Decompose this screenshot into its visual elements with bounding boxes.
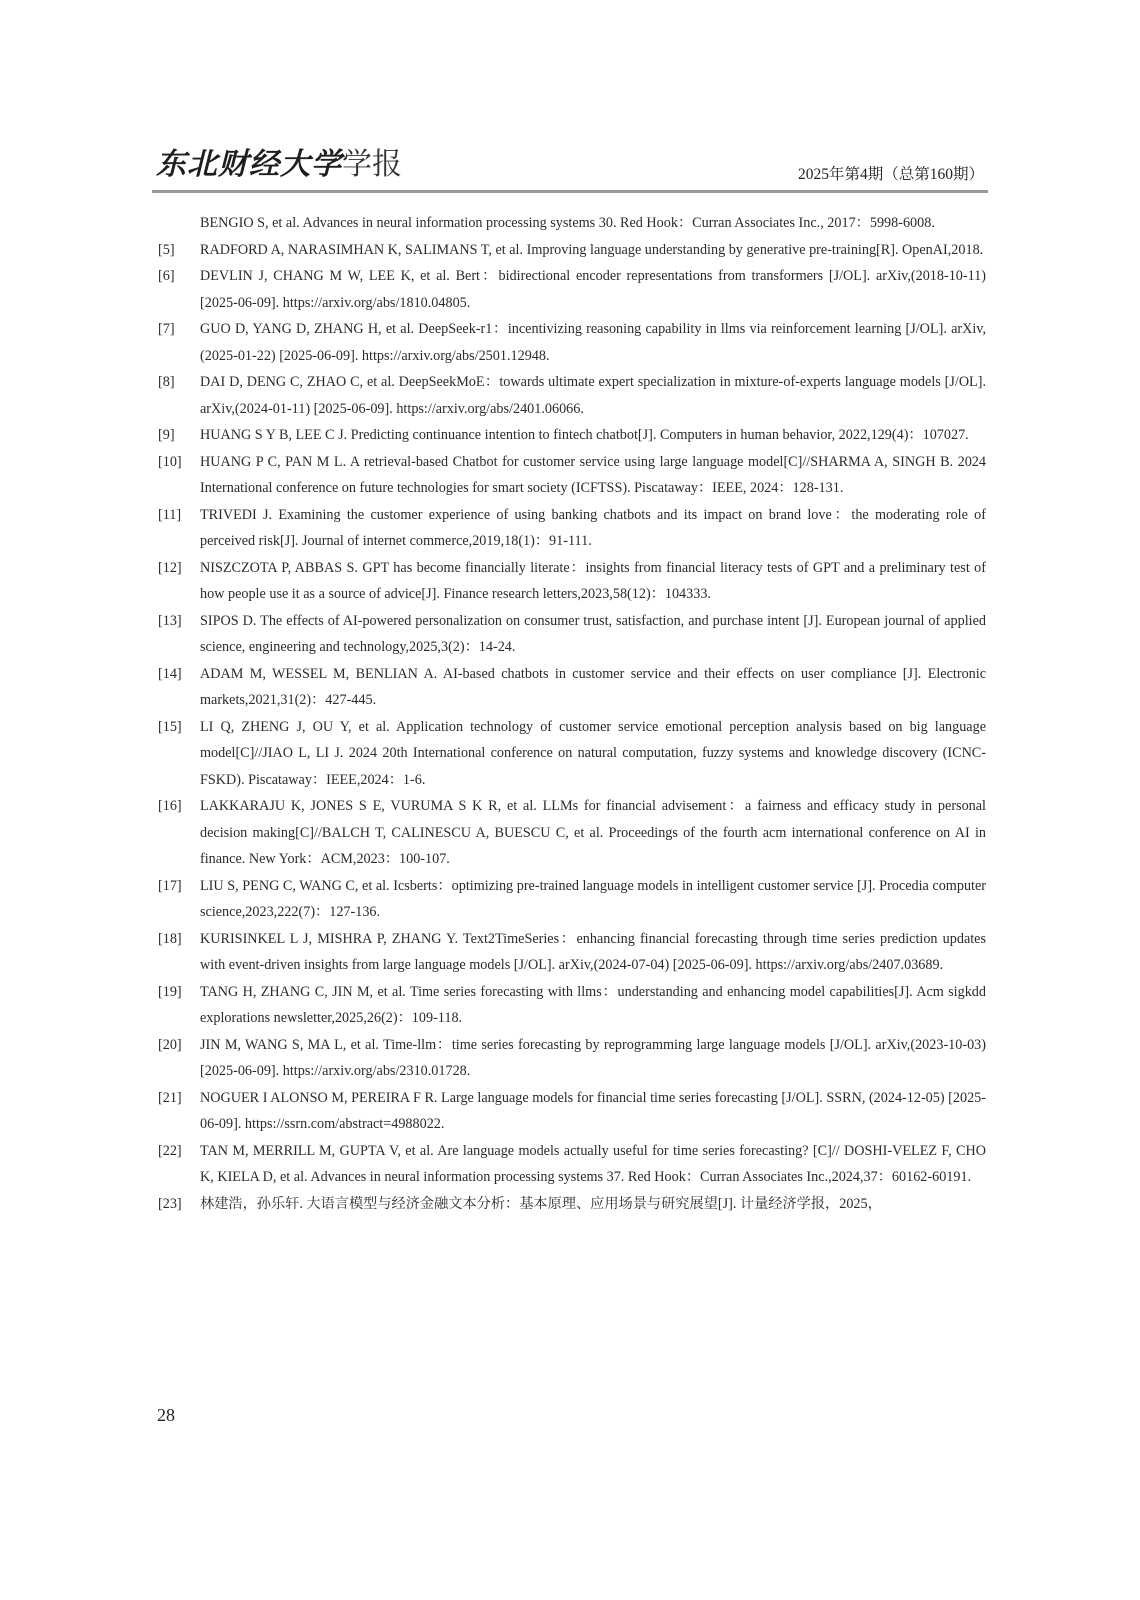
journal-logo-suffix: 学报 [342, 147, 402, 182]
journal-logo-calligraphy: 东北财经大学 [156, 147, 342, 182]
reference-item [160, 1191, 986, 1218]
page-number: 28 [157, 1405, 175, 1425]
reference-text: JIN M, WANG S, MA L, et al. Time-llm：time series forecasting by reprogramming large language models [J/OL]. arXiv,(2023-10-03) [2025-06-09]. https://arxiv.org/abs/2310.01728. [200, 1036, 986, 1079]
reference-number: [15] [158, 718, 182, 735]
reference-number: [9] [158, 427, 175, 443]
reference-item [160, 210, 986, 237]
reference-text: LI Q, ZHENG J, OU Y, et al. Application technology of customer service emotional perception analysis based on big language model[C]//JIAO L, LI J. 2024 20th International conference on natural computation, fuzzy systems and knowledge discovery (ICNC-FSKD). Piscataway：IEEE,2024：1-6. [200, 718, 986, 788]
reference-number: [21] [158, 1089, 182, 1106]
running-header [152, 148, 988, 193]
reference-item [160, 449, 986, 502]
reference-text: HUANG S Y B, LEE C J. Predicting continuance intention to fintech chatbot[J]. Computers in human behavior, 2022,129(4)：107027. [200, 427, 969, 443]
reference-number: [11] [158, 506, 182, 523]
reference-item [160, 316, 986, 369]
reference-text: TRIVEDI J. Examining the customer experience of using banking chatbots and its impact on brand love：the moderating role of perceived risk[J]. Journal of internet commerce,2019,18(1)：91-111. [200, 506, 986, 549]
reference-text: DAI D, DENG C, ZHAO C, et al. DeepSeekMoE：towards ultimate expert specialization in mixture-of-experts language models [J/OL]. arXiv,(2024-01-11) [2025-06-09]. https://arxiv.org/abs/2401.06066. [200, 374, 986, 417]
journal-logo [156, 148, 402, 182]
reference-text: 林建浩，孙乐轩. 大语言模型与经济金融文本分析：基本原理、应用场景与研究展望[J]. 计量经济学报，2025， [200, 1195, 882, 1212]
reference-text: RADFORD A, NARASIMHAN K, SALIMANS T, et al. Improving language understanding by generative pre-training[R]. OpenAI,2018. [200, 241, 984, 258]
reference-item [160, 926, 986, 979]
reference-text: DEVLIN J, CHANG M W, LEE K, et al. Bert：bidirectional encoder representations from transformers [J/OL]. arXiv,(2018-10-11) [2025-06-09]. https://arxiv.org/abs/1810.04805. [200, 268, 986, 311]
reference-text: ADAM M, WESSEL M, BENLIAN A. AI-based chatbots in customer service and their effects on user compliance [J]. Electronic markets,2021,31(2)：427-445. [200, 665, 986, 708]
reference-item [160, 422, 986, 449]
reference-number: [18] [158, 930, 182, 947]
reference-item [160, 502, 986, 555]
reference-item [160, 793, 986, 873]
reference-item [160, 263, 986, 316]
reference-text: SIPOS D. The effects of AI-powered personalization on consumer trust, satisfaction, and purchase intent [J]. European journal of applied science, engineering and technology,2025,3(2)：14-24. [200, 612, 986, 655]
reference-item [160, 1085, 986, 1138]
reference-text: GUO D, YANG D, ZHANG H, et al. DeepSeek-r1：incentivizing reasoning capability in llms via reinforcement learning [J/OL]. arXiv,(2025-01-22) [2025-06-09]. https://arxiv.org/abs/2501.12948. [200, 321, 986, 364]
issue-info: 2025年第4期（总第160期） [797, 166, 984, 183]
reference-number: [22] [158, 1142, 182, 1159]
reference-text: NOGUER I ALONSO M, PEREIRA F R. Large language models for financial time series forecasting [J/OL]. SSRN, (2024-12-05) [2025-06-09]. https://ssrn.com/abstract=4988022. [200, 1089, 986, 1132]
reference-item [160, 1032, 986, 1085]
reference-number: [6] [158, 268, 175, 284]
reference-text: BENGIO S, et al. Advances in neural information processing systems 30. Red Hook：Curran Associates Inc., 2017：5998-6008. [200, 215, 935, 231]
reference-number: [20] [158, 1036, 182, 1053]
reference-item [160, 369, 986, 422]
reference-number: [23] [158, 1195, 182, 1212]
reference-number: [10] [158, 453, 182, 470]
reference-text: KURISINKEL L J, MISHRA P, ZHANG Y. Text2TimeSeries：enhancing financial forecasting through time series prediction updates with event-driven insights from large language models [J/OL]. arXiv,(2024-07-04) [2025-06-09]. https://arxiv.org/abs/2407.03689. [200, 930, 986, 973]
reference-number: [5] [158, 241, 175, 258]
reference-text: HUANG P C, PAN M L. A retrieval-based Chatbot for customer service using large language model[C]//SHARMA A, SINGH B. 2024 International conference on future technologies for smart society (ICFTSS). Piscataway：IEEE, 2024：128-131. [200, 453, 986, 496]
reference-text: TANG H, ZHANG C, JIN M, et al. Time series forecasting with llms：understanding and enhancing model capabilities[J]. Acm sigkdd explorations newsletter,2025,26(2)：109-118. [200, 983, 986, 1026]
reference-item [160, 237, 986, 264]
reference-item [160, 979, 986, 1032]
reference-number: [7] [158, 321, 175, 337]
reference-number: [14] [158, 665, 182, 682]
reference-number: [16] [158, 798, 182, 814]
reference-number: [12] [158, 559, 182, 576]
reference-number: [17] [158, 877, 182, 894]
reference-item [160, 1138, 986, 1191]
reference-item [160, 608, 986, 661]
reference-text: TAN M, MERRILL M, GUPTA V, et al. Are language models actually useful for time series forecasting? [C]// DOSHI-VELEZ F, CHO K, KIELA D, et al. Advances in neural information processing systems 37. Red Hook：Curran Associates Inc.,2024,37：60162-60191. [200, 1142, 986, 1185]
reference-text: NISZCZOTA P, ABBAS S. GPT has become financially literate：insights from financial literacy tests of GPT and a preliminary test of how people use it as a source of advice[J]. Finance research letters,2023,58(12)：104333. [200, 559, 986, 602]
reference-number: [19] [158, 983, 182, 1000]
reference-text: LAKKARAJU K, JONES S E, VURUMA S K R, et al. LLMs for financial advisement：a fairness and efficacy study in personal decision making[C]//BALCH T, CALINESCU A, BUESCU C, et al. Proceedings of the fourth acm international conference on AI in finance. New York：ACM,2023：100-107. [200, 798, 986, 867]
reference-list [160, 210, 986, 1217]
reference-number: [13] [158, 612, 182, 629]
reference-item [160, 555, 986, 608]
reference-item [160, 714, 986, 794]
reference-item [160, 873, 986, 926]
reference-text: LIU S, PENG C, WANG C, et al. Icsberts：optimizing pre-trained language models in intelligent customer service [J]. Procedia computer science,2023,222(7)：127-136. [200, 877, 986, 920]
reference-number: [8] [158, 374, 175, 390]
reference-item [160, 661, 986, 714]
